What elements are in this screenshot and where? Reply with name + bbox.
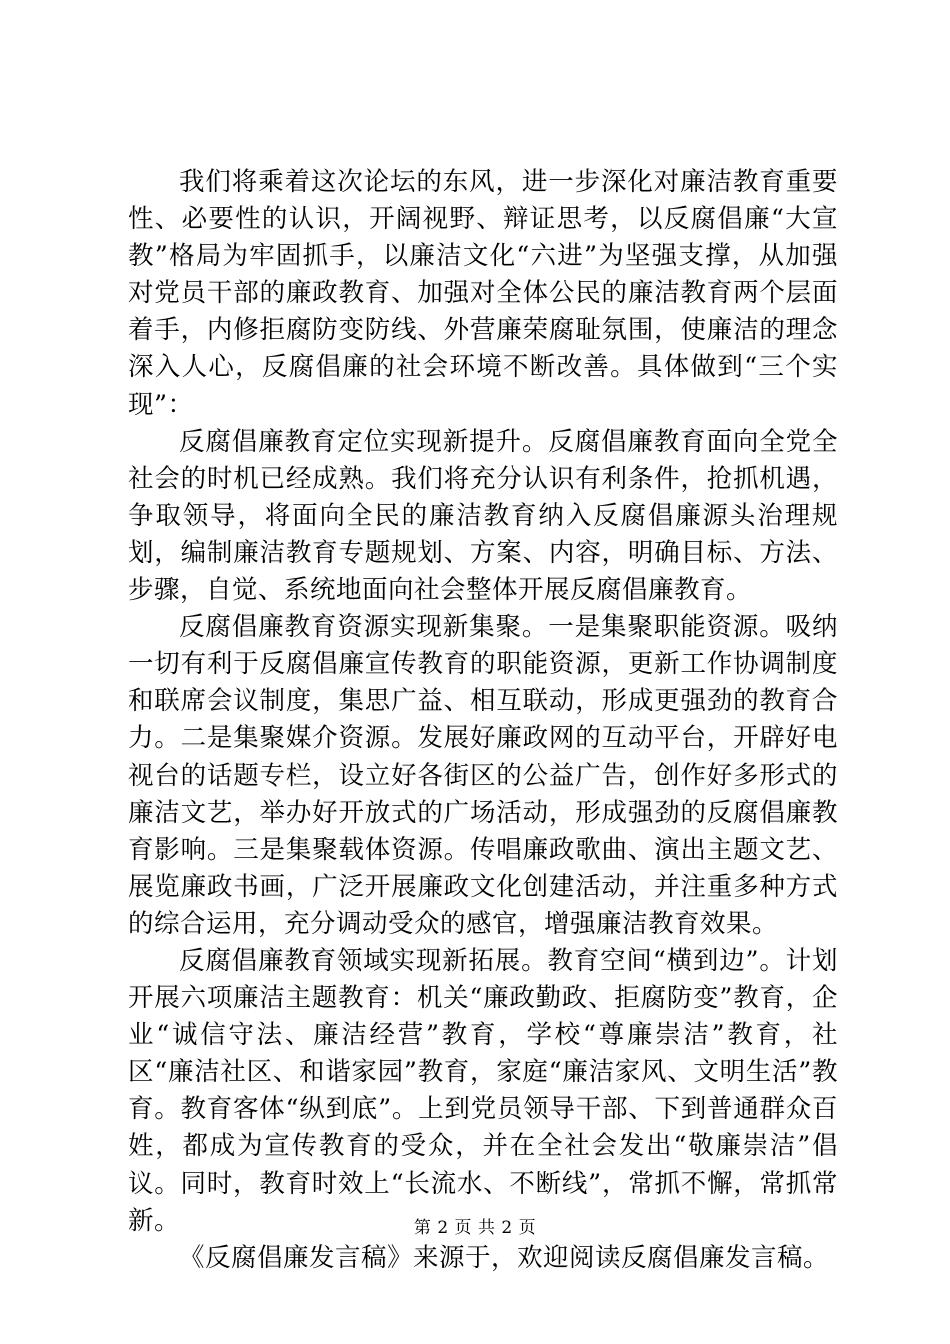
paragraph-positioning: 反腐倡廉教育定位实现新提升。反腐倡廉教育面向全党全社会的时机已经成熟。我们将充分认识有利条件，抢抓机遇，争取领导，将面向全民的廉洁教育纳入反腐倡廉源头治理规划，编制廉洁教育专题规划、方案、内容，明确目标、方法、步骤，自觉、系统地面向社会整体开展反腐倡廉教育。 — [128, 426, 838, 606]
paragraph-fields: 反腐倡廉教育领域实现新拓展。教育空间“横到边”。计划开展六项廉洁主题教育：机关“廉政勤政、拒腐防变”教育，企业“诚信守法、廉洁经营”教育，学校“尊廉崇洁”教育，社区“廉洁社区、和谐家园”教育，家庭“廉洁家风、文明生活”教育。教育客体“纵到底”。上到党员领导干部、下到普通群众百姓，都成为宣传教育的受众，并在全社会发出“敬廉崇洁”倡议。同时，教育时效上“长流水、不断线”，常抓不懈，常抓常新。 — [128, 945, 838, 1236]
page-number-footer: 第 2 页 共 2 页 — [413, 1218, 537, 1238]
paragraph-resources: 反腐倡廉教育资源实现新集聚。一是集聚职能资源。吸纳一切有利于反腐倡廉宣传教育的职能资源，更新工作协调制度和联席会议制度，集思广益、相互联动，形成更强劲的教育合力。二是集聚媒介资源。发展好廉政网的互动平台，开辟好电视台的话题专栏，设立好各街区的公益广告，创作好多形式的廉洁文艺，举办好开放式的广场活动，形成强劲的反腐倡廉教育影响。三是集聚载体资源。传唱廉政歌曲、演出主题文艺、展览廉政书画，广泛开展廉政文化创建活动，并注重多种方式的综合运用，充分调动受众的感官，增强廉洁教育效果。 — [128, 612, 838, 939]
paragraph-source-note: 《反腐倡廉发言稿》来源于，欢迎阅读反腐倡廉发言稿。 — [179, 1242, 830, 1273]
document-body — [128, 164, 838, 1277]
paragraph-intro: 我们将乘着这次论坛的东风，进一步深化对廉洁教育重要性、必要性的认识，开阔视野、辩证思考，以反腐倡廉“大宣教”格局为牢固抓手，以廉洁文化“六进”为坚强支撑，从加强对党员干部的廉政教育、加强对全体公民的廉洁教育两个层面着手，内修拒腐防变防线、外营廉荣腐耻氛围，使廉洁的理念深入人心，反腐倡廉的社会环境不断改善。具体做到“三个实现”： — [128, 167, 838, 420]
